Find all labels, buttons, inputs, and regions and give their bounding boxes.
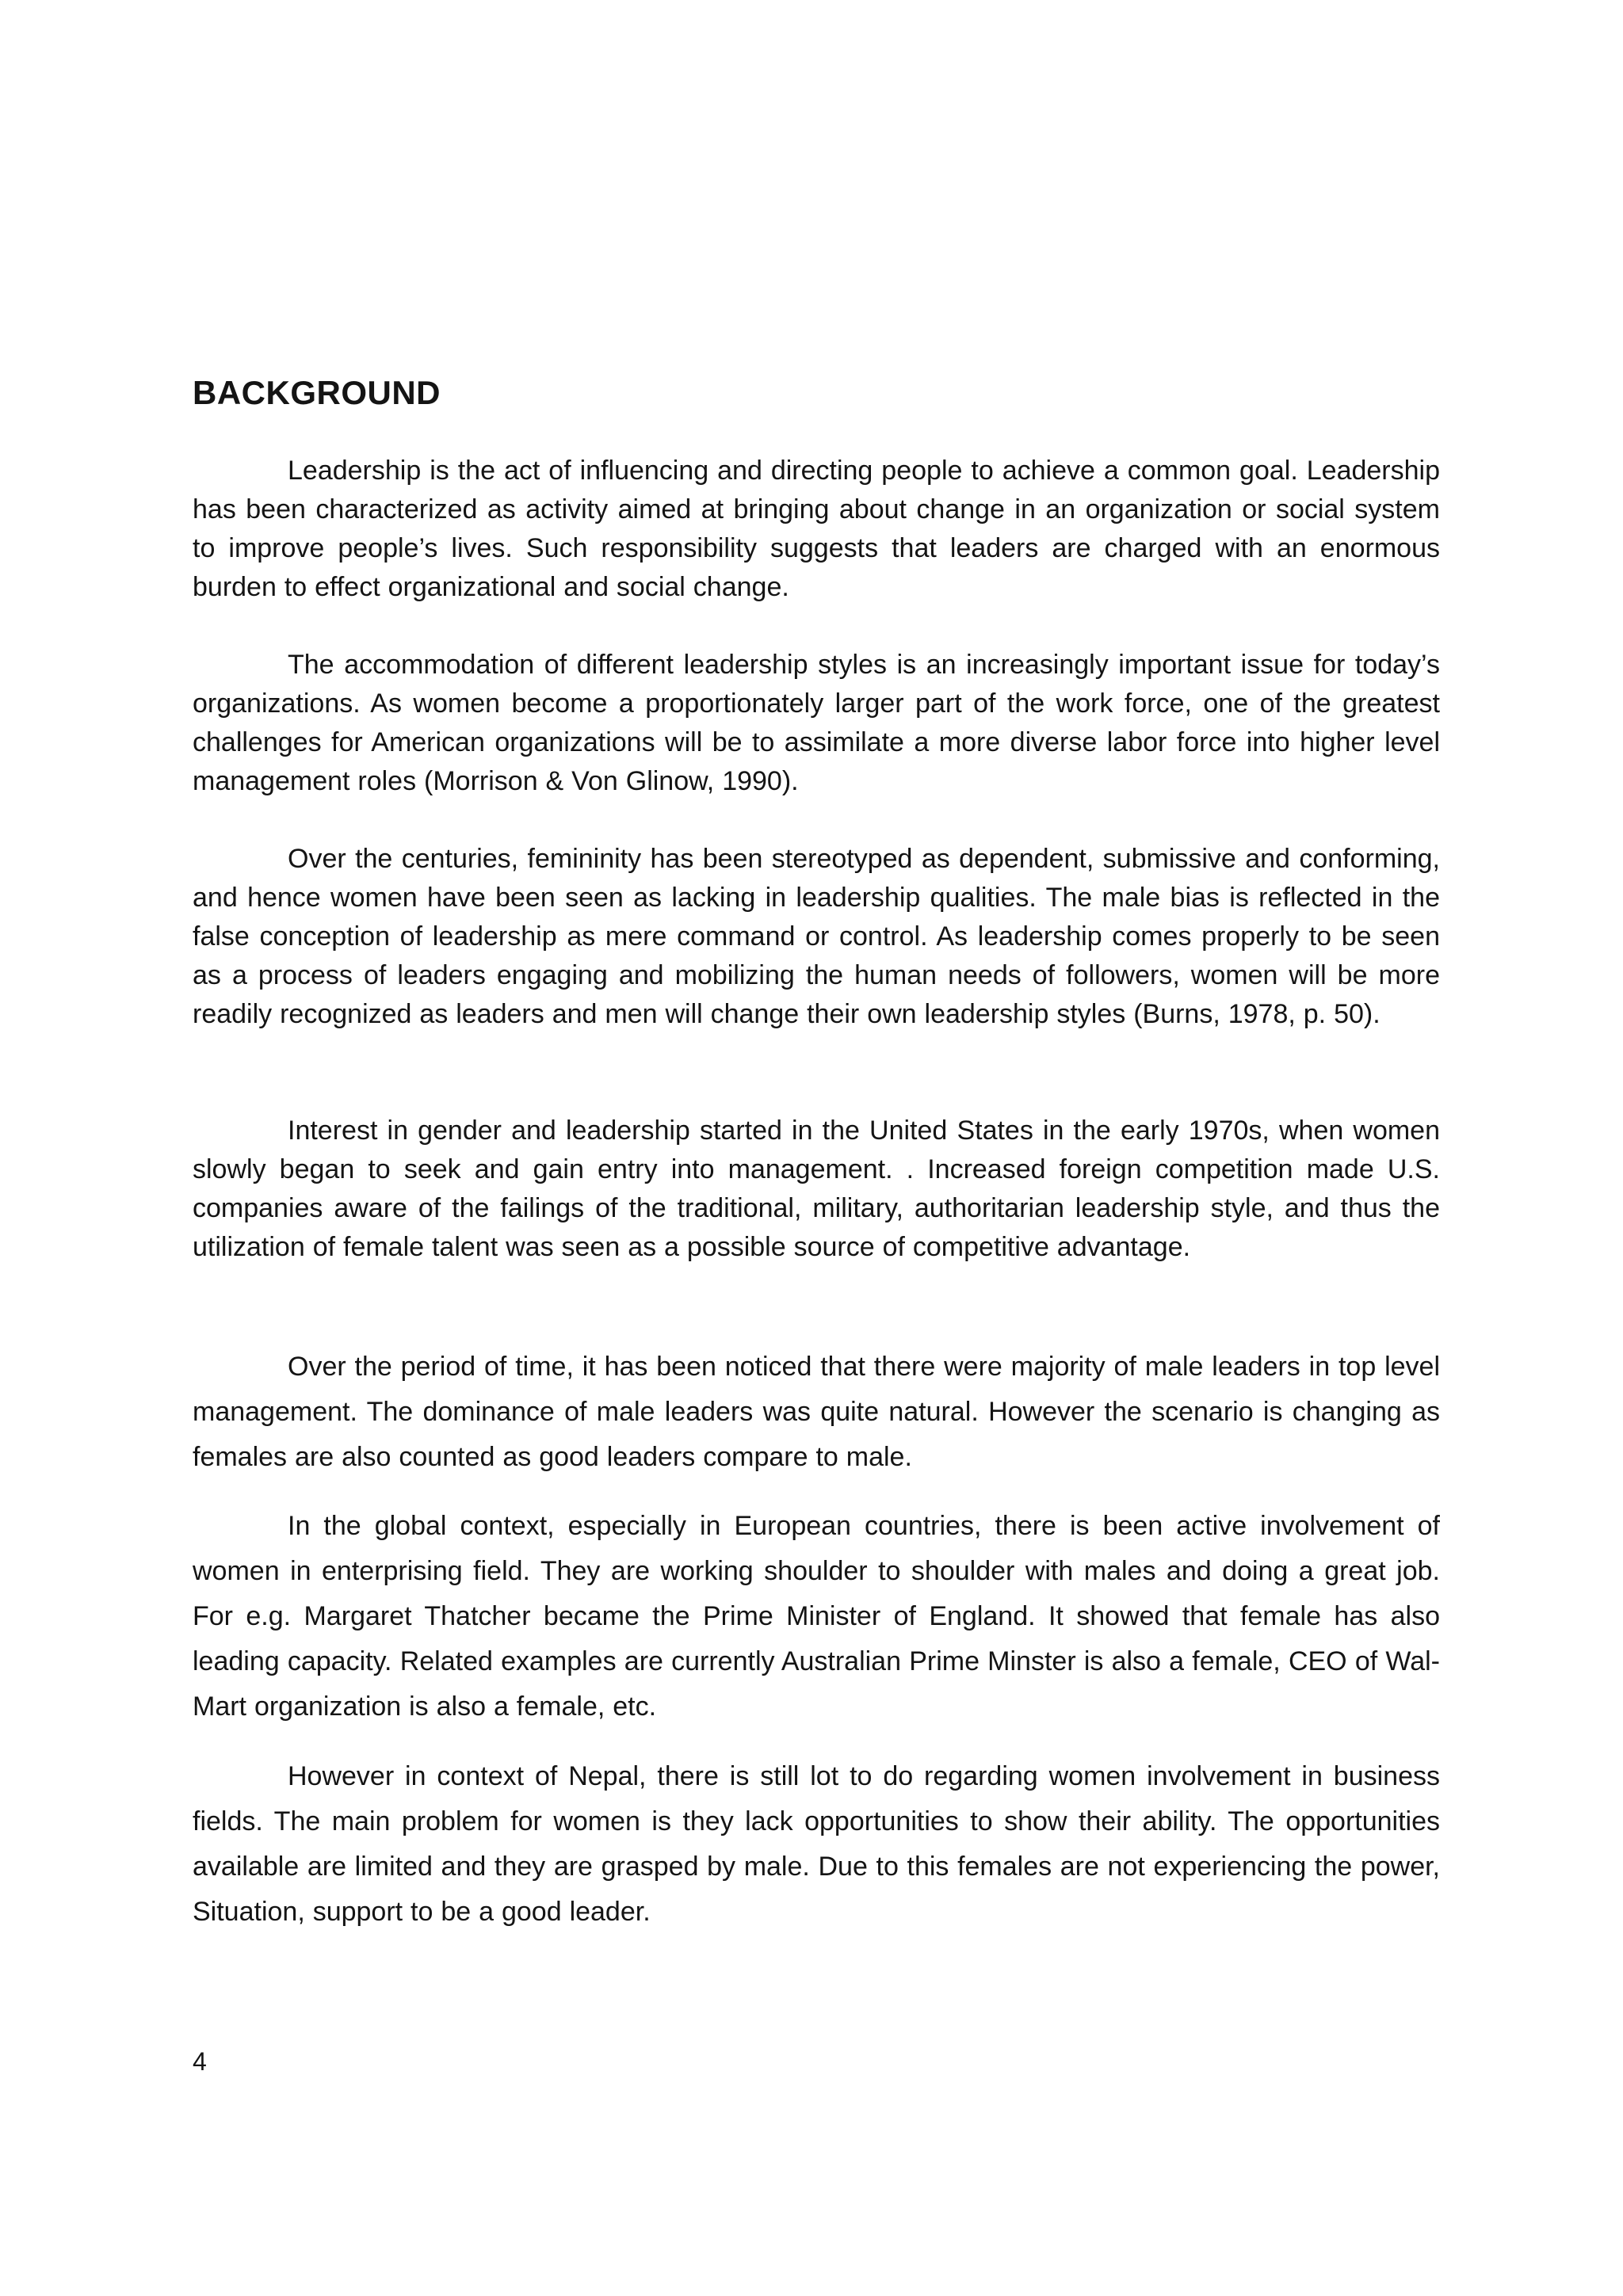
paragraph-7: However in context of Nepal, there is still lot to do regarding women involvement in business fields. The main problem for women is they lack opportunities to show their ability. The opportunities available are limited and they are grasped by male. Due to this females are not experiencing the power, Situation, support to be a good leader. [193,1761,1440,1927]
page-number: 4 [193,2047,207,2076]
paragraph-1: Leadership is the act of influencing and directing people to achieve a common goal. Leadership has been characterized as activity aimed at bringing about change in an organization or social system to improve people’s lives. Such responsibility suggests that leaders are charged with an enormous burden to effect organizational and social change. [193,456,1440,602]
section-heading: BACKGROUND [193,374,441,411]
paragraph-2: The accommodation of different leadership styles is an increasingly important issue for today’s organizations. As women become a proportionately larger part of the work force, one of the greatest challenges for American organizations will be to assimilate a more diverse labor force into higher level management roles (Morrison & Von Glinow, 1990). [193,650,1440,796]
paragraph-6: In the global context, especially in European countries, there is been active involvement of women in enterprising field. They are working shoulder to shoulder with males and doing a great job. For e.g. Margaret Thatcher became the Prime Minister of England. It showed that female has also leading capacity. Related examples are currently Australian Prime Minster is also a female, CEO of Wal-Mart organization is also a female, etc. [193,1511,1440,1722]
paragraph-5: Over the period of time, it has been noticed that there were majority of male leaders in top level management. The dominance of male leaders was quite natural. However the scenario is changing as females are also counted as good leaders compare to male. [193,1352,1440,1472]
paragraph-4: Interest in gender and leadership started in the United States in the early 1970s, when women slowly began to seek and gain entry into management. . Increased foreign competition made U.S. companies aware of the failings of the traditional, military, authoritarian leadership style, and thus the utilization of female talent was seen as a possible source of competitive advantage. [193,1116,1440,1262]
paragraph-3: Over the centuries, femininity has been stereotyped as dependent, submissive and conforming, and hence women have been seen as lacking in leadership qualities. The male bias is reflected in the false conception of leadership as mere command or control. As leadership comes properly to be seen as a process of leaders engaging and mobilizing the human needs of followers, women will be more readily recognized as leaders and men will change their own leadership styles (Burns, 1978, p. 50). [193,844,1440,1029]
